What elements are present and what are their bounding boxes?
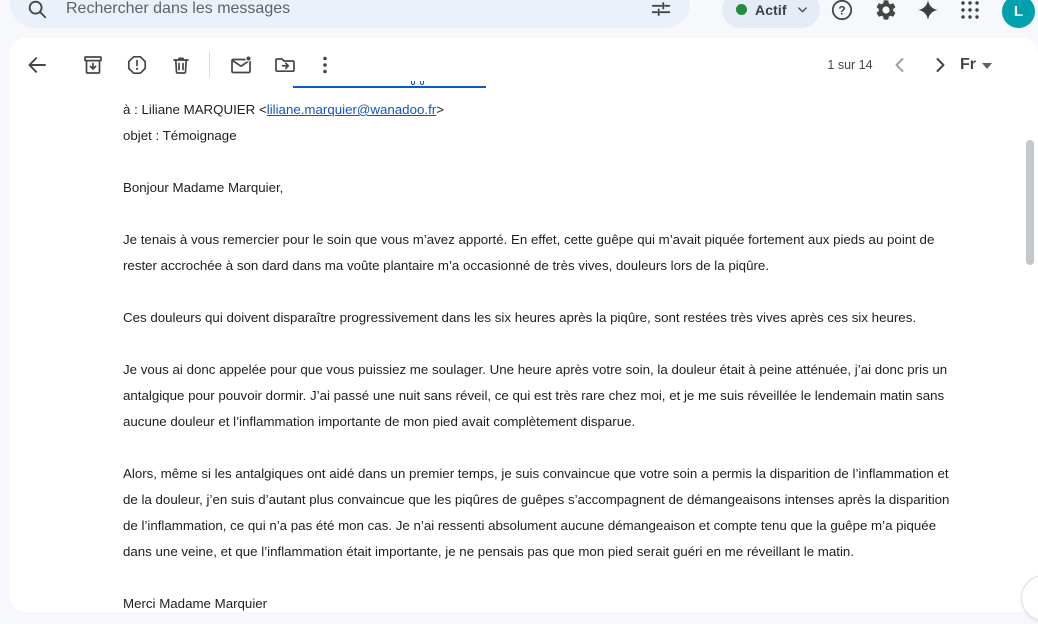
more-options-icon[interactable]	[313, 53, 337, 77]
help-icon[interactable]	[830, 0, 854, 22]
search-bar[interactable]	[10, 0, 690, 28]
archive-icon[interactable]	[81, 53, 105, 77]
email-view-card	[10, 38, 1038, 612]
email-paragraph: Ces douleurs qui doivent disparaître progressivement dans les six heures après la piqûre, sont restées très vives après ces six heures.	[123, 310, 917, 325]
search-icon	[26, 0, 48, 20]
email-paragraph: Je vous ai donc appelée pour que vous puissiez me soulager. Une heure après votre soin, la douleur était à peine atténuée, j’ai donc pris un antalgique pour pouvoir dormir. J’ai passé une nuit sans réveil, ce qui est très rare chez moi, et je me suis réveillée le lendemain matin sans aucune douleur et l’inflammation importante de mon pied avait complètement disparue.	[123, 362, 948, 429]
back-arrow-icon[interactable]	[25, 53, 49, 77]
settings-gear-icon[interactable]	[874, 0, 898, 22]
email-paragraph: Je tenais à vous remercier pour le soin que vous m’avez apporté. En effet, cette guêpe qui m’avait piquée fortement aux pieds au point de rester accrochée à son dard dans ma voûte plantaire m’a occasionné de très vives, douleurs lors de la piqûre.	[123, 232, 935, 273]
search-input[interactable]	[66, 0, 650, 20]
input-tools-dropdown[interactable]	[960, 51, 992, 79]
status-label: Actif	[755, 1, 787, 18]
newer-email-chevron-icon[interactable]	[888, 53, 912, 77]
mark-unread-icon[interactable]	[229, 53, 253, 77]
link-descender	[420, 81, 424, 85]
search-options-icon[interactable]	[650, 0, 672, 20]
apps-grid-icon[interactable]	[958, 0, 982, 22]
to-prefix: à : Liliane MARQUIER <	[123, 102, 267, 117]
delete-trash-icon[interactable]	[169, 53, 193, 77]
scrollbar-thumb[interactable]	[1026, 140, 1034, 265]
status-active-dot	[736, 4, 747, 15]
pagination-counter: 1 sur 14	[827, 58, 873, 72]
svg-text:?: ?	[838, 3, 846, 18]
recipient-email-link[interactable]: liliane.marquier@wanadoo.fr	[266, 102, 437, 117]
email-paragraph: Merci Madame Marquier	[123, 596, 268, 611]
move-to-folder-icon[interactable]	[273, 53, 297, 77]
clipped-sender-link[interactable]	[293, 80, 486, 88]
account-avatar[interactable]	[1002, 0, 1035, 28]
email-paragraph: Bonjour Madame Marquier,	[123, 180, 284, 195]
caret-down-icon	[982, 63, 992, 69]
avatar-initial: L	[1013, 3, 1024, 20]
email-to-line	[123, 97, 963, 123]
older-email-chevron-icon[interactable]	[928, 53, 952, 77]
toolbar-divider	[209, 52, 210, 78]
email-subject-line: objet : Témoignage	[123, 128, 237, 143]
status-chip[interactable]	[722, 0, 820, 28]
report-spam-icon[interactable]	[125, 53, 149, 77]
link-descender	[411, 81, 415, 85]
to-suffix: >	[436, 102, 444, 117]
email-paragraph: Alors, même si les antalgiques ont aidé dans un premier temps, je suis convaincue que votre soin a permis la disparition de l’inflammation et de la douleur, j’en suis d’autant plus convaincue que les piqûres de guêpes s’accompagnent de démangeaisons intenses après la disparition de l’inflammation, ce qui n’a pas été mon cas. Je n’ai ressenti absolument aucune démangeaison et compte tenu que la guêpe m’a piquée dans une veine, et que l’inflammation était importante, je ne pensais pas que mon pied serait guéri en me réveillant le matin.	[123, 466, 950, 559]
gemini-sparkle-icon[interactable]	[916, 0, 940, 22]
input-tools-label: Fr	[960, 56, 976, 73]
email-content	[123, 80, 963, 612]
chevron-down-icon	[795, 2, 810, 17]
